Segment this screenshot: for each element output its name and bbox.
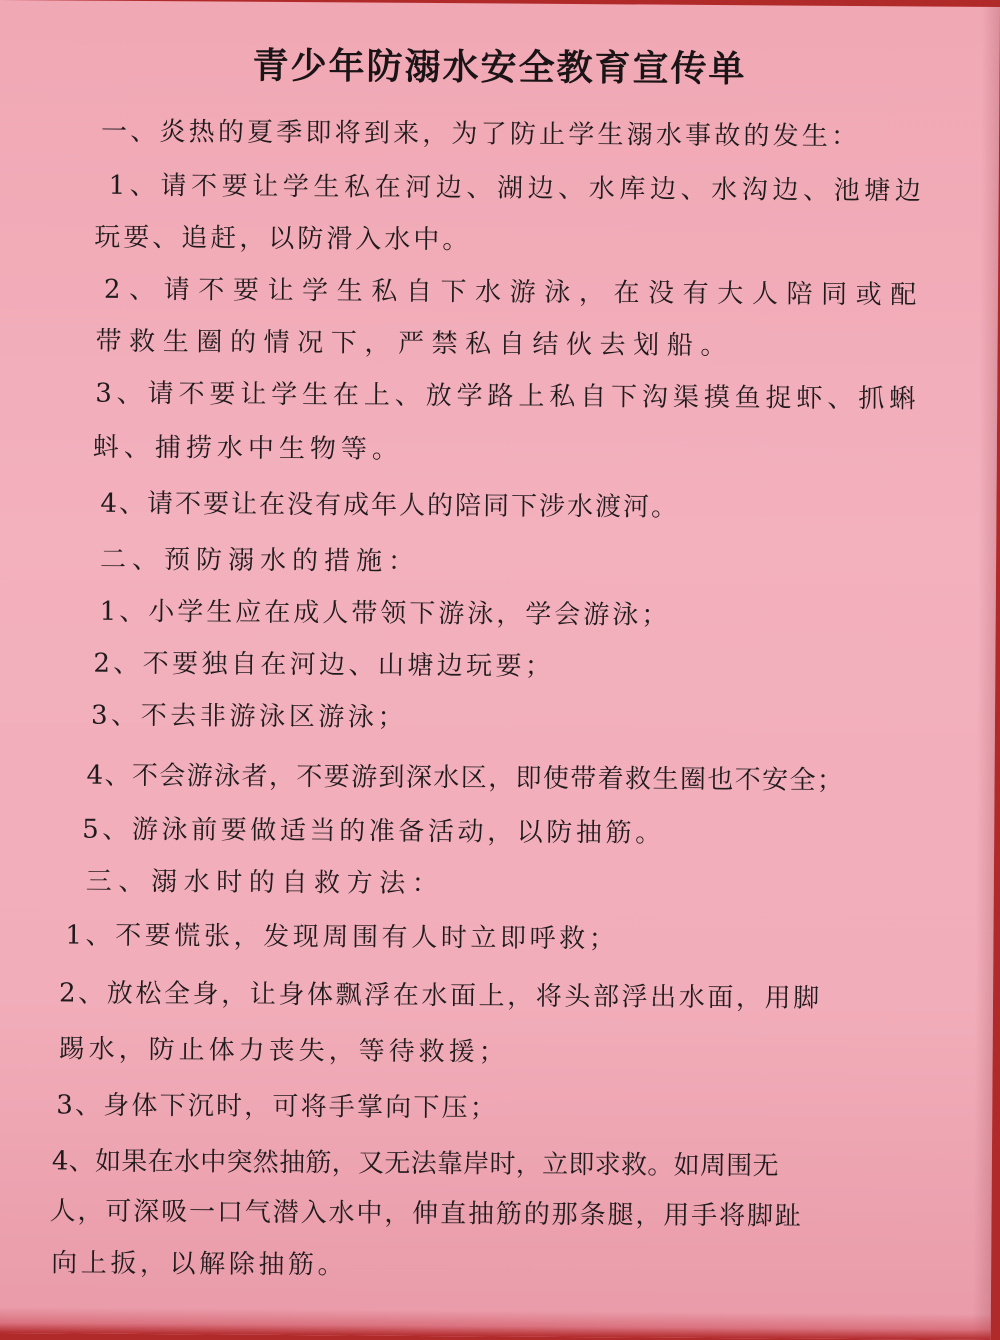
section-1-item-4: 4、请不要让在没有成年人的陪同下涉水渡河。	[100, 488, 680, 523]
section-1-intro: 一、炎热的夏季即将到来，为了防止学生溺水事故的发生：	[100, 116, 861, 153]
section-3-item-4-line-2: 人，可深吸一口气潜入水中，伸直抽筋的那条腿，用手将脚趾	[49, 1196, 803, 1232]
section-3-item-3: 3、身体下沉时，可将手掌向下压；	[56, 1090, 499, 1124]
section-3-item-4-line-1: 4、如果在水中突然抽筋，又无法靠岸时，立即求救。如周围无	[51, 1146, 779, 1182]
section-1-item-1-line-2: 玩要、追赶，以防滑入水中。	[94, 222, 472, 256]
section-1-item-3-line-2: 蚪、捕捞水中生物等。	[92, 432, 403, 465]
background-red-surface	[0, 1307, 991, 1340]
section-2-item-2: 2、不要独自在河边、山塘边玩要；	[93, 648, 555, 682]
section-3-item-2-line-1: 2、放松全身，让身体飘浮在水面上，将头部浮出水面，用脚	[58, 978, 822, 1014]
section-2-heading: 二、预防溺水的措施：	[99, 544, 421, 577]
section-1-item-2-line-1: 2、请不要让学生私自下水游泳，在没有大人陪同或配	[103, 274, 926, 311]
section-1-item-2-line-2: 带救生圈的情况下，严禁私自结伙去划船。	[95, 326, 735, 362]
section-3-heading: 三、溺水时的自救方法：	[85, 866, 445, 900]
section-2-item-3: 3、不去非游泳区游泳；	[90, 700, 408, 733]
section-2-item-5: 5、游泳前要做适当的准备活动，以防抽筋。	[82, 814, 665, 849]
section-3-item-4-line-3: 向上扳，以解除抽筋。	[51, 1248, 348, 1281]
section-2-item-4: 4、不会游泳者，不要游到深水区，即使带着救生圈也不安全；	[86, 760, 845, 796]
paper-edge-shadow	[973, 7, 1000, 1340]
section-1-item-3-line-1: 3、请不要让学生在上、放学路上私自下沟渠摸鱼捉虾、抓蝌	[95, 378, 921, 415]
section-2-item-1: 1、小学生应在成人带领下游泳，学会游泳；	[99, 596, 671, 631]
section-3-item-2-line-2: 踢水，防止体力丧失，等待救援；	[58, 1034, 509, 1068]
flyer-title: 青少年防溺水安全教育宣传单	[252, 45, 747, 91]
section-3-item-1: 1、不要慌张，发现周围有人时立即呼救；	[65, 920, 619, 955]
section-1-item-1-line-1: 1、请不要让学生私在河边、湖边、水库边、水沟边、池塘边	[108, 170, 926, 207]
